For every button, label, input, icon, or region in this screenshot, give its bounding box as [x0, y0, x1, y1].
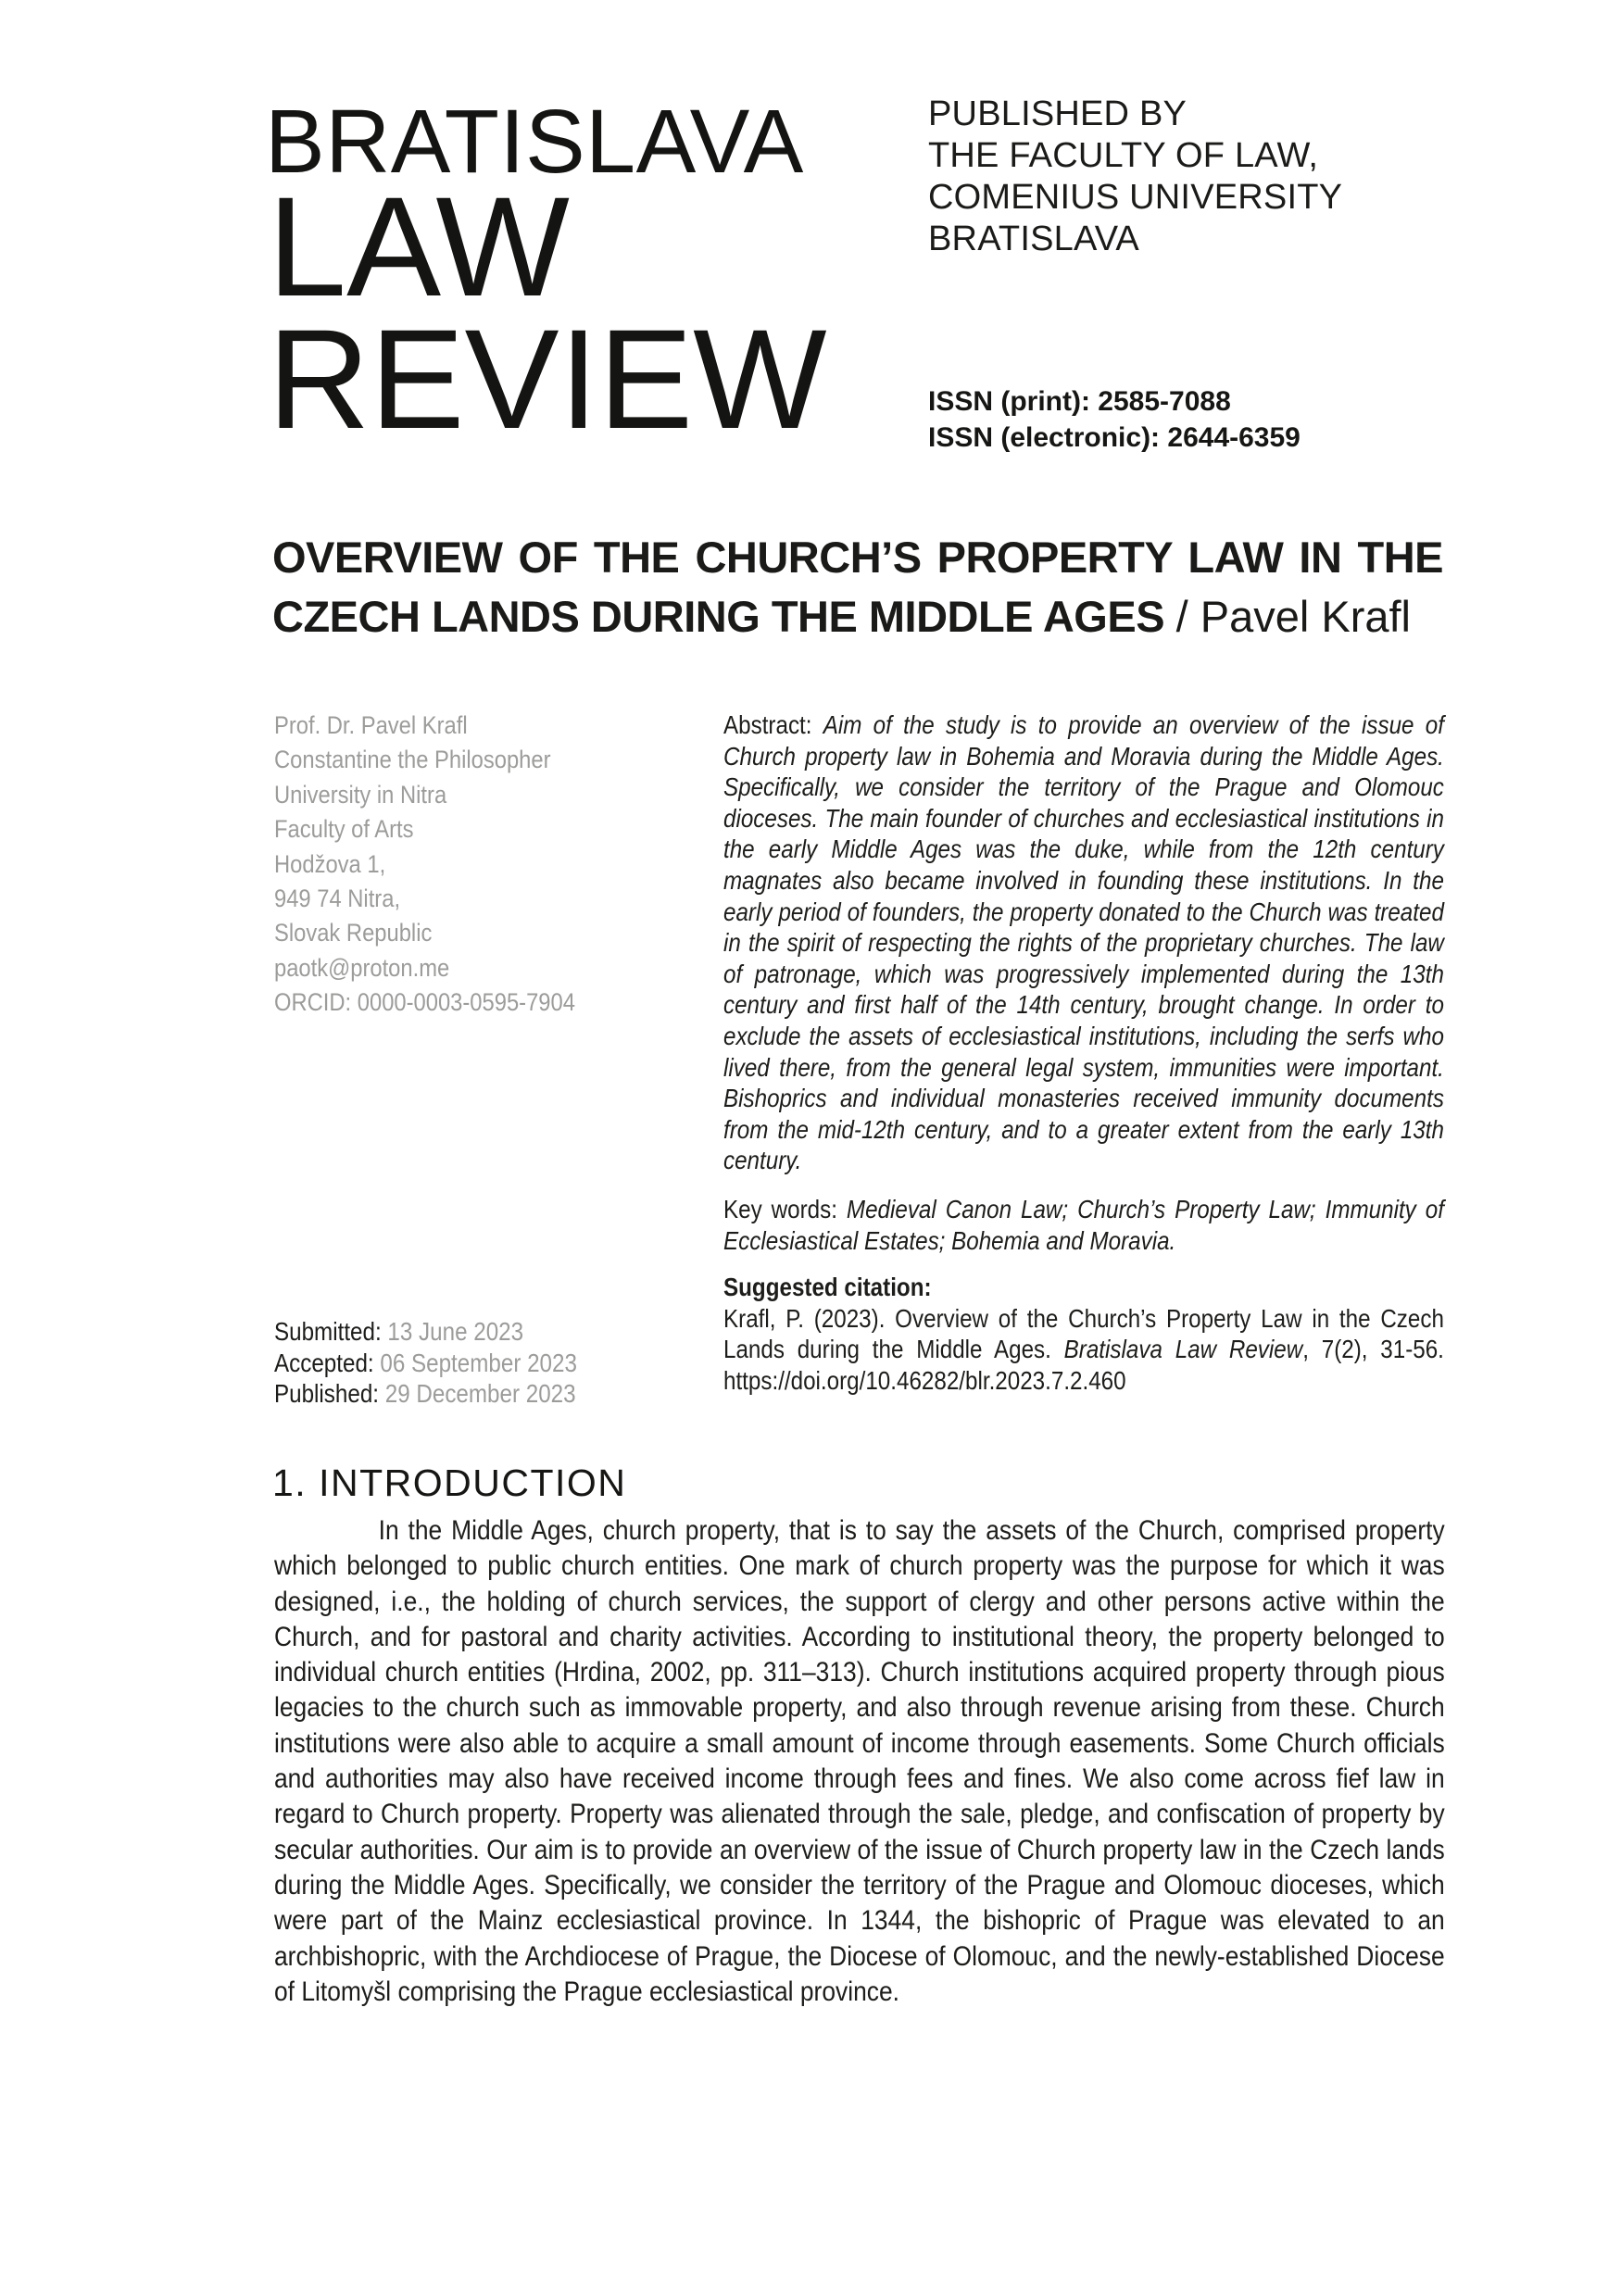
author-affiliation-line: University in Nitra — [274, 780, 447, 809]
author-address-line: Hodžova 1, — [274, 849, 386, 878]
suggested-citation-heading: Suggested citation: — [723, 1273, 932, 1302]
author-email: paotk@proton.me — [274, 953, 450, 982]
date-label: Published: — [274, 1379, 380, 1408]
article-title-line1: OVERVIEW OF THE CHURCH’S PROPERTY LAW IN THE — [272, 533, 1443, 582]
date-row-accepted — [274, 1348, 698, 1379]
article-title-line2-text: CZECH LANDS DURING THE MIDDLE AGES — [272, 592, 1165, 641]
section-heading-introduction: 1. INTRODUCTION — [272, 1462, 627, 1504]
date-label: Submitted: — [274, 1317, 382, 1346]
publisher-line: COMENIUS UNIVERSITY — [928, 178, 1343, 217]
author-name-line: Prof. Dr. Pavel Krafl — [274, 711, 468, 739]
issn-print: ISSN (print): 2585-7088 — [928, 386, 1231, 417]
author-affiliation-line: Constantine the Philosopher — [274, 746, 551, 774]
date-row-published — [274, 1378, 698, 1410]
article-title-line2 — [272, 587, 1443, 646]
introduction-paragraph: In the Middle Ages, church property, that is to say the assets of the Church, comprised property which belonged to public church entities. One mark of church property was the purpose for which it was designed, i.e., the holding of church services, the support of clergy and other persons active within the Church, and for pastoral and charity activities. According to institutional theory, the property belonged to individual church entities (Hrdina, 2002, pp. 311–313). Church institutions acquired property through pious legacies to the church such as immovable property, and also through revenue arising from these. Church institutions were also able to acquire a small amount of income through easements. Some Church officials and authorities may also have received income through fees and fines. We also come across fief law in regard to Church property. Property was alienated through the sale, pledge, and confiscation of property by secular authorities. Our aim is to provide an overview of the issue of Church property law in the Czech lands during the Middle Ages. Specifically, we consider the territory of the Prague and Olomouc dioceses, which were part of the Mainz ecclesiastical province. In 1344, the bishopric of Prague was elevated to an archbishopric, with the Archdiocese of Prague, the Diocese of Olomouc, and the newly-established Diocese of Litomyšl comprising the Prague ecclesiastical province. — [274, 1515, 1445, 2007]
citation-before-journal: Krafl, P. (2023). Overview of the Church’s Property Law in the Czech Lands during the Middle Ages. — [723, 1303, 1444, 1364]
abstract-paragraph — [723, 709, 1444, 1176]
publisher-block — [928, 94, 1342, 260]
issn-block — [928, 383, 1301, 456]
author-orcid: ORCID: 0000-0003-0595-7904 — [274, 988, 575, 1017]
author-affiliation-line: Faculty of Arts — [274, 815, 414, 844]
date-value: 29 December 2023 — [379, 1379, 576, 1408]
citation-after-journal: , 7(2), 31-56. https://doi.org/10.46282/blr.2023.7.2.460 — [723, 1335, 1444, 1395]
publisher-line: BRATISLAVA — [928, 220, 1139, 258]
abstract-text: Aim of the study is to provide an overview of the issue of Church property law in Bohemia and Moravia during the Middle Ages. Specifically, we consider the territory of the Prague and Olomouc dioceses. The main founder of churches and ecclesiastical institutions in the early Middle Ages was the duke, while from the 12th century magnates also became involved in founding these institutions. In the early period of founders, the property donated to the Church was treated in the spirit of respecting the rights of the proprietary churches. The law of patronage, which was progressively implemented during the 13th century and first half of the 14th century, brought change. In order to exclude the assets of ecclesiastical institutions, including the serfs who lived there, from the general legal system, immunities were important. Bishoprics and individual monasteries received immunity documents from the mid-12th century, and to a greater extent from the early 13th century. — [723, 710, 1444, 1175]
citation-journal-name: Bratislava Law Review — [1063, 1335, 1303, 1364]
date-row-submitted — [274, 1316, 698, 1348]
keywords-text: Medieval Canon Law; Church’s Property Law; Immunity of Ecclesiastical Estates; Bohemia and Moravia. — [723, 1194, 1444, 1255]
abstract-label: Abstract: — [723, 710, 812, 739]
author-address-line: 949 74 Nitra, — [274, 885, 401, 913]
keywords-paragraph — [723, 1194, 1444, 1256]
suggested-citation-text — [723, 1303, 1444, 1397]
submission-dates-block — [274, 1316, 698, 1410]
journal-logo-line-review: REVIEW — [268, 300, 827, 458]
article-byline: / Pavel Krafl — [1175, 592, 1411, 641]
abstract-column-inner — [723, 709, 1444, 1396]
publisher-line: PUBLISHED BY — [928, 94, 1187, 133]
body-text-block — [274, 1513, 1445, 2010]
article-title — [272, 528, 1443, 646]
issn-electronic: ISSN (electronic): 2644-6359 — [928, 422, 1301, 453]
abstract-column — [723, 709, 1444, 1396]
author-affiliation-block — [274, 709, 698, 1021]
date-value: 06 September 2023 — [373, 1348, 577, 1377]
date-value: 13 June 2023 — [381, 1317, 524, 1346]
body-text-inner — [274, 1513, 1445, 2010]
date-label: Accepted: — [274, 1348, 374, 1377]
author-address-line: Slovak Republic — [274, 919, 433, 947]
journal-logo-line-bratislava: BRATISLAVA — [265, 91, 804, 192]
journal-logo-line-law: LAW — [268, 168, 570, 326]
keywords-label: Key words: — [723, 1194, 837, 1223]
publisher-line: THE FACULTY OF LAW, — [928, 136, 1319, 175]
